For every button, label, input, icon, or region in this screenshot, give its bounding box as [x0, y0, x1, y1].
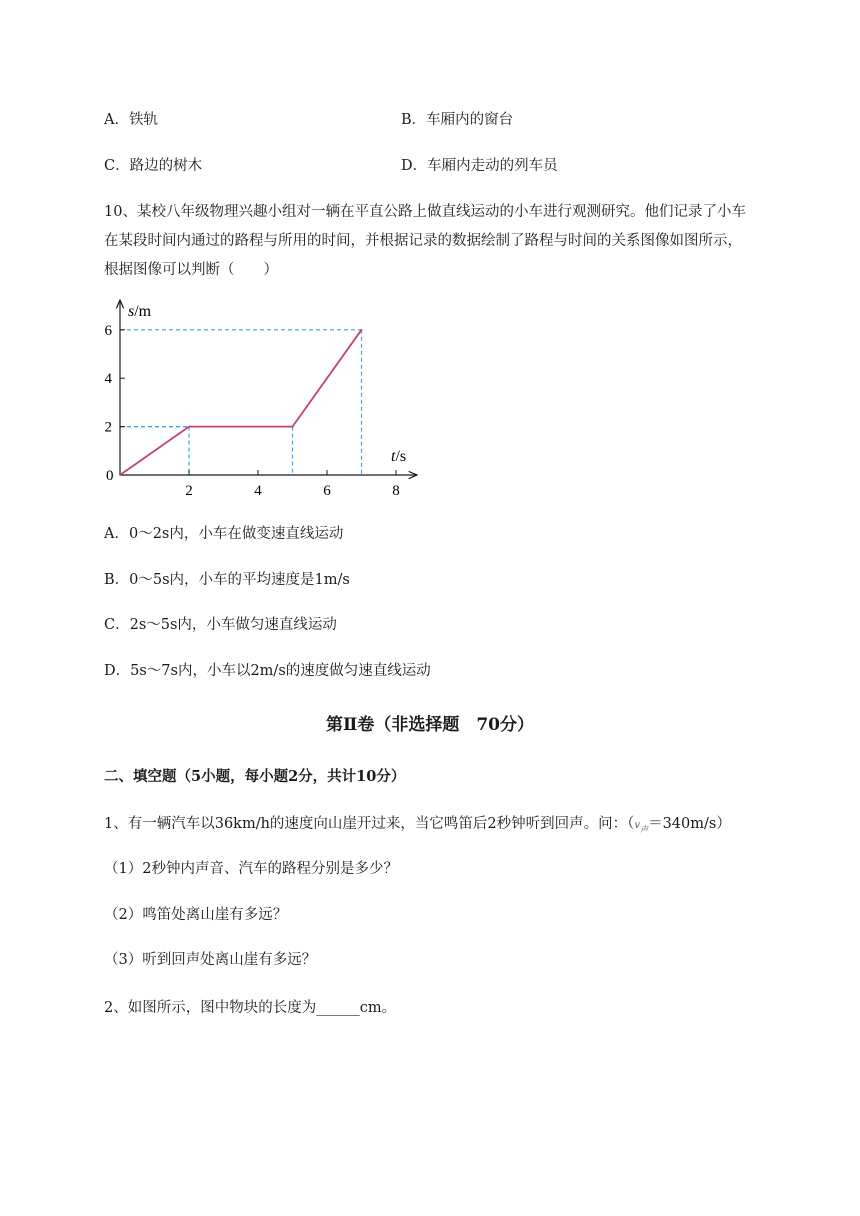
q1-stem [104, 812, 731, 835]
axis-ticks [105, 323, 400, 499]
q1-stem-after: ＝340m/s） [648, 816, 731, 832]
q1-stem-before: 1、有一辆汽车以36km/h的速度向山崖开过来，当它鸣笛后2秒钟听到回声。问：（ [104, 816, 635, 832]
q10-stem-line2: 在某段时间内通过的路程与所用的时间，并根据记录的数据绘制了路程与时间的关系图像如图所示， [104, 233, 742, 249]
q10-option-b: B．0～5s内，小车的平均速度是1m/s [104, 572, 350, 588]
series-layer [119, 329, 362, 476]
guide-lines [120, 330, 362, 475]
y-tick-label-0: 2 [104, 419, 112, 436]
q1-sub1: （1）2秒钟内声音、汽车的路程分别是多少？ [104, 861, 398, 877]
q9-option-a: A．铁轨 [104, 112, 158, 128]
q2-stem: 2、如图所示，图中物块的长度为______cm。 [104, 1000, 397, 1016]
x-axis-unit: /s [395, 448, 407, 465]
q1-sub3: （3）听到回声处离山崖有多远？ [104, 952, 317, 968]
q1-v-subscript: 声 [640, 824, 649, 834]
part2-heading: 第Ⅱ卷（非选择题 70分） [326, 715, 534, 735]
y-axis-var: s [128, 303, 135, 320]
q9-option-b: B．车厢内的窗台 [401, 112, 514, 128]
section-title: 二、填空题（5小题，每小题2分，共计10分） [104, 768, 406, 785]
q10-option-a: A．0～2s内，小车在做变速直线运动 [104, 526, 344, 542]
series-point-0-3 [361, 329, 363, 331]
series-point-0-2 [292, 426, 294, 428]
q10-option-c: C．2s～5s内，小车做匀速直线运动 [104, 617, 337, 633]
q9-option-c: C．路边的树木 [104, 158, 203, 174]
y-tick-label-1: 4 [104, 371, 112, 388]
x-axis-label [391, 448, 406, 465]
x-tick-label-0: 2 [185, 483, 193, 499]
distance-time-chart [95, 292, 435, 502]
x-axis-var: t [391, 448, 396, 465]
q9-option-d: D．车厢内走动的列车员 [401, 158, 558, 174]
series-line-0 [120, 330, 362, 475]
y-axis-label [128, 303, 152, 320]
q10-stem-line1: 10、某校八年级物理兴趣小组对一辆在平直公路上做直线运动的小车进行观测研究。他们记录了小车 [104, 204, 746, 220]
x-tick-label-3: 8 [392, 483, 400, 499]
series-point-0-0 [119, 474, 121, 476]
q1-v-symbol: v [634, 820, 641, 831]
origin-label: 0 [106, 468, 114, 484]
x-tick-label-1: 4 [254, 483, 262, 499]
q10-option-d: D．5s～7s内，小车以2m/s的速度做匀速直线运动 [104, 663, 431, 679]
x-tick-label-2: 6 [323, 483, 331, 499]
q10-stem-line3: 根据图像可以判断（ ） [104, 262, 278, 278]
y-axis-unit: /m [134, 303, 152, 320]
series-point-0-1 [188, 426, 190, 428]
q1-sub2: （2）鸣笛处离山崖有多远？ [104, 907, 288, 923]
y-tick-label-2: 6 [104, 322, 112, 339]
